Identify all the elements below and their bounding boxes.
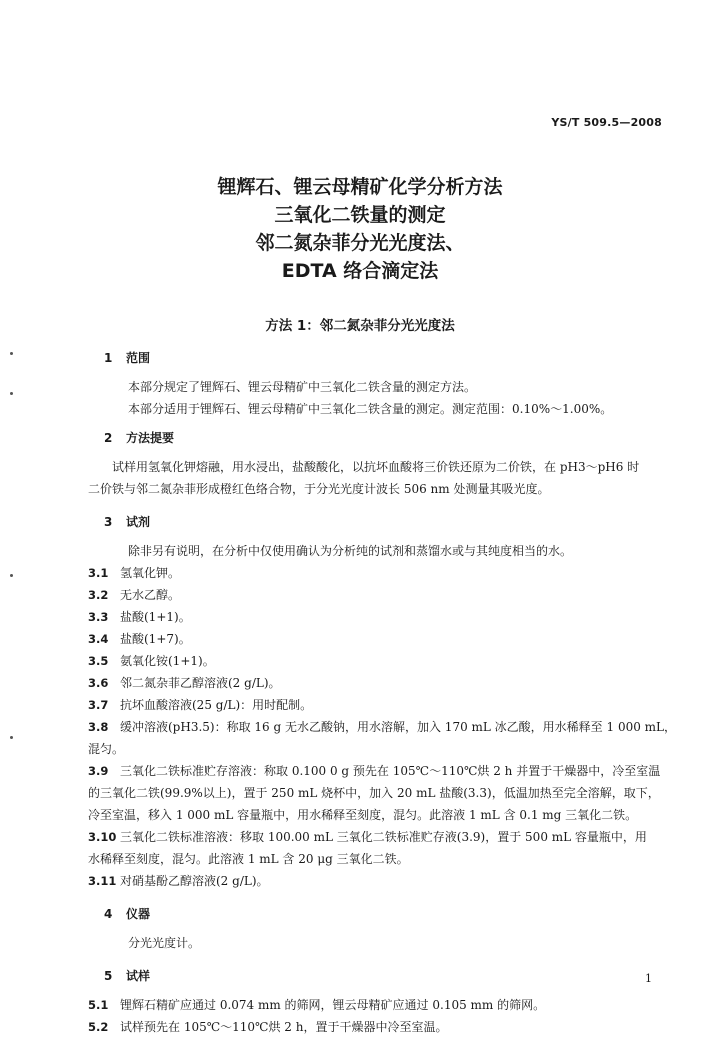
item-number: 3.8 bbox=[88, 720, 109, 734]
list-item-continuation: 冷至室温，移入 1 000 mL 容量瓶中，用水稀释至刻度，混匀。此溶液 1 mL 含 0.1 mg 三氧化二铁。 bbox=[88, 808, 638, 822]
item-number: 3.3 bbox=[88, 610, 109, 624]
item-number: 3.7 bbox=[88, 698, 109, 712]
paragraph: 除非另有说明，在分析中仅使用确认为分析纯的试剂和蒸馏水或与其纯度相当的水。 bbox=[128, 544, 573, 558]
section-title: 仪器 bbox=[126, 907, 151, 921]
section-title: 方法提要 bbox=[126, 431, 175, 445]
list-item bbox=[88, 994, 664, 1016]
list-item bbox=[88, 694, 664, 716]
item-text: 无水乙醇。 bbox=[120, 588, 181, 602]
item-text: 三氧化二铁标准贮存溶液：称取 0.100 0 g 预先在 105℃～110℃烘 2 h 并置于干燥器中，冷至室温 bbox=[120, 764, 661, 778]
item-text: 锂辉石精矿应通过 0.074 mm 的筛网，锂云母精矿应通过 0.105 mm 的筛网。 bbox=[120, 998, 546, 1012]
standard-code: YS/T 509.5—2008 bbox=[551, 116, 662, 129]
item-number: 3.9 bbox=[88, 764, 109, 778]
margin-dot bbox=[10, 392, 13, 395]
title-line-3: 邻二氮杂菲分光光度法、 bbox=[255, 232, 465, 254]
item-text: 三氧化二铁标准溶液：移取 100.00 mL 三氧化二铁标准贮存液(3.9)，置于 500 mL 容量瓶中，用 bbox=[120, 830, 647, 844]
list-item bbox=[88, 584, 664, 606]
paragraph: 本部分规定了锂辉石、锂云母精矿中三氧化二铁含量的测定方法。 bbox=[128, 380, 477, 394]
section-heading bbox=[104, 904, 664, 924]
item-number: 3.5 bbox=[88, 654, 109, 668]
list-item bbox=[88, 606, 664, 628]
item-text: 盐酸(1+1)。 bbox=[120, 610, 191, 624]
section-heading bbox=[104, 966, 664, 986]
section-title: 范围 bbox=[126, 351, 151, 365]
section-number: 3 bbox=[104, 515, 113, 529]
section-heading bbox=[104, 348, 664, 368]
section-title: 试剂 bbox=[126, 515, 151, 529]
title-line-1: 锂辉石、锂云母精矿化学分析方法 bbox=[217, 176, 503, 198]
list-item bbox=[88, 760, 664, 782]
list-item bbox=[88, 628, 664, 650]
item-number: 3.2 bbox=[88, 588, 109, 602]
list-item-continuation: 的三氧化二铁(99.9%以上)，置于 250 mL 烧杯中，加入 20 mL 盐酸(3.3)，低温加热至完全溶解，取下， bbox=[88, 786, 660, 800]
item-number: 5.1 bbox=[88, 998, 109, 1012]
item-number: 5.2 bbox=[88, 1020, 109, 1034]
item-number: 3.11 bbox=[88, 874, 117, 888]
item-text: 盐酸(1+7)。 bbox=[120, 632, 191, 646]
item-number: 3.4 bbox=[88, 632, 109, 646]
item-text: 邻二氮杂菲乙醇溶液(2 g/L)。 bbox=[120, 676, 281, 690]
document-body bbox=[88, 348, 677, 1038]
list-item bbox=[88, 672, 664, 694]
section-title: 试样 bbox=[126, 969, 151, 983]
method-title: 方法 1：邻二氮杂菲分光光度法 bbox=[265, 318, 455, 334]
page-number: 1 bbox=[645, 972, 652, 985]
item-number: 3.6 bbox=[88, 676, 109, 690]
item-number: 3.1 bbox=[88, 566, 109, 580]
margin-dot bbox=[10, 736, 13, 739]
list-item bbox=[88, 1016, 664, 1038]
section-heading bbox=[104, 512, 664, 532]
section-heading bbox=[104, 428, 664, 448]
item-text: 氨氧化铵(1+1)。 bbox=[120, 654, 215, 668]
title-line-4: EDTA 络合滴定法 bbox=[281, 260, 439, 282]
section-number: 4 bbox=[104, 907, 113, 921]
item-text: 试样预先在 105℃～110℃烘 2 h，置于干燥器中冷至室温。 bbox=[120, 1020, 448, 1034]
list-item-continuation: 混匀。 bbox=[88, 742, 125, 756]
item-text: 缓冲溶液(pH3.5)：称取 16 g 无水乙酸钠，用水溶解，加入 170 mL 冰乙酸，用水稀释至 1 000 mL， bbox=[120, 720, 677, 734]
paragraph: 分光光度计。 bbox=[128, 936, 201, 950]
item-text: 对硝基酚乙醇溶液(2 g/L)。 bbox=[120, 874, 269, 888]
list-item bbox=[88, 562, 664, 584]
margin-dot bbox=[10, 352, 13, 355]
list-item-continuation: 水稀释至刻度，混匀。此溶液 1 mL 含 20 μg 三氧化二铁。 bbox=[88, 852, 409, 866]
list-item bbox=[88, 870, 664, 892]
margin-dot bbox=[10, 574, 13, 577]
list-item bbox=[88, 716, 677, 738]
list-item bbox=[88, 826, 664, 848]
section-number: 1 bbox=[104, 351, 113, 365]
list-item bbox=[88, 650, 664, 672]
item-number: 3.10 bbox=[88, 830, 117, 844]
document-title bbox=[0, 173, 720, 285]
paragraph: 本部分适用于锂辉石、锂云母精矿中三氧化二铁含量的测定。测定范围：0.10%～1.00%。 bbox=[128, 402, 613, 416]
paragraph: 试样用氢氧化钾熔融，用水浸出，盐酸酸化，以抗坏血酸将三价铁还原为二价铁，在 pH3～pH6 时 bbox=[112, 460, 640, 474]
paragraph-continuation: 二价铁与邻二氮杂菲形成橙红色络合物，于分光光度计波长 506 nm 处测量其吸光度。 bbox=[88, 482, 550, 496]
item-text: 氢氧化钾。 bbox=[120, 566, 181, 580]
section-number: 2 bbox=[104, 431, 113, 445]
section-number: 5 bbox=[104, 969, 113, 983]
title-line-2: 三氧化二铁量的测定 bbox=[274, 204, 446, 226]
item-text: 抗坏血酸溶液(25 g/L)：用时配制。 bbox=[120, 698, 313, 712]
